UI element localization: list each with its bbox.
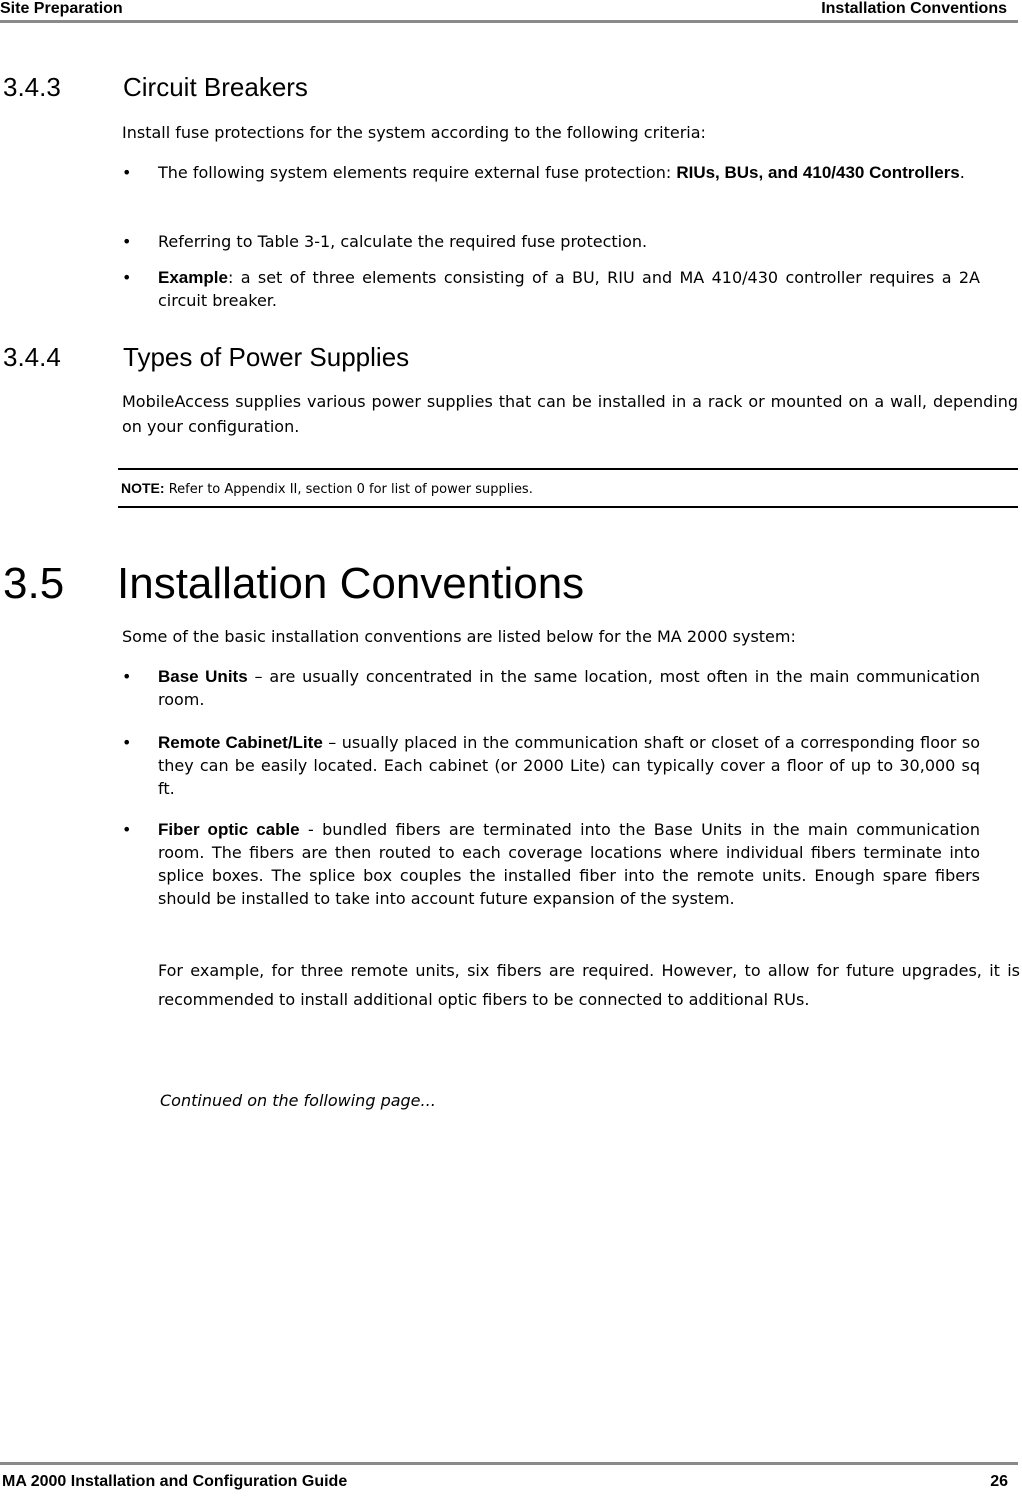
page-header <box>0 0 1018 23</box>
heading-number: 3.5 <box>3 559 65 608</box>
list-item: • Referring to Table 3-1, calculate the required fuse protection. <box>122 232 648 251</box>
page-footer <box>0 1462 1018 1499</box>
circuit-breakers-intro: Install fuse protections for the system according to the following criteria: <box>122 123 706 142</box>
list-item: • Fiber optic cable - bundled fibers are terminated into the Base Units in the main communication room. The fibers are then routed to each coverage locations where individual fibers terminate into splice boxes. The splice box couples the installed fiber into the remote units. Enough spare fibers should be installed to take into account future expansion of the system. <box>122 820 980 908</box>
heading-title: Types of Power Supplies <box>123 342 410 372</box>
heading-number: 3.4.4 <box>3 342 61 372</box>
heading-title: Installation Conventions <box>117 559 585 608</box>
heading-3-4-3 <box>3 72 603 104</box>
note-box <box>118 468 1018 508</box>
list-item: • Base Units – are usually concentrated in the same location, most often in the main communication room. <box>122 667 981 709</box>
heading-3-4-4 <box>3 342 603 374</box>
note-label: NOTE: <box>121 480 165 496</box>
heading-number: 3.4.3 <box>3 72 61 102</box>
bullet-icon: • <box>122 820 132 839</box>
conventions-intro: Some of the basic installation conventions are listed below for the MA 2000 system: <box>122 627 796 646</box>
header-chapter-title: Installation Conventions <box>821 0 1007 17</box>
bullet-icon: • <box>122 667 132 686</box>
fiber-example: For example, for three remote units, six fibers are required. However, to allow for future upgrades, it is recommended to install additional optic fibers to be connected to additional RUs. <box>158 961 1020 1009</box>
list-item: • The following system elements require external fuse protection: RIUs, BUs, and 410/430 Controllers. <box>122 163 965 182</box>
continued-note: Continued on the following page... <box>160 1091 436 1110</box>
power-supplies-body: MobileAccess supplies various power supplies that can be installed in a rack or mounted on a wall, depending on your configuration. <box>122 392 1018 436</box>
list-item: • Example: a set of three elements consisting of a BU, RIU and MA 410/430 controller requires a 2A circuit breaker. <box>122 268 980 310</box>
bullet-icon: • <box>122 268 132 287</box>
bullet-icon: • <box>122 163 132 182</box>
footer-guide-title: MA 2000 Installation and Configuration Guide <box>2 1473 348 1490</box>
bullet-icon: • <box>122 232 132 251</box>
page-number: 26 <box>990 1473 1008 1490</box>
list-item: • Remote Cabinet/Lite – usually placed in the communication shaft or closet of a corresponding floor so they can be easily located. Each cabinet (or 2000 Lite) can typically cover a floor of up to 30,000 sq ft. <box>122 733 980 798</box>
note-text: Refer to Appendix II, section 0 for list of power supplies. <box>164 482 533 497</box>
header-section-title: Site Preparation <box>0 0 123 17</box>
heading-title: Circuit Breakers <box>123 72 308 102</box>
heading-3-5 <box>3 559 703 611</box>
bullet-icon: • <box>122 733 132 752</box>
